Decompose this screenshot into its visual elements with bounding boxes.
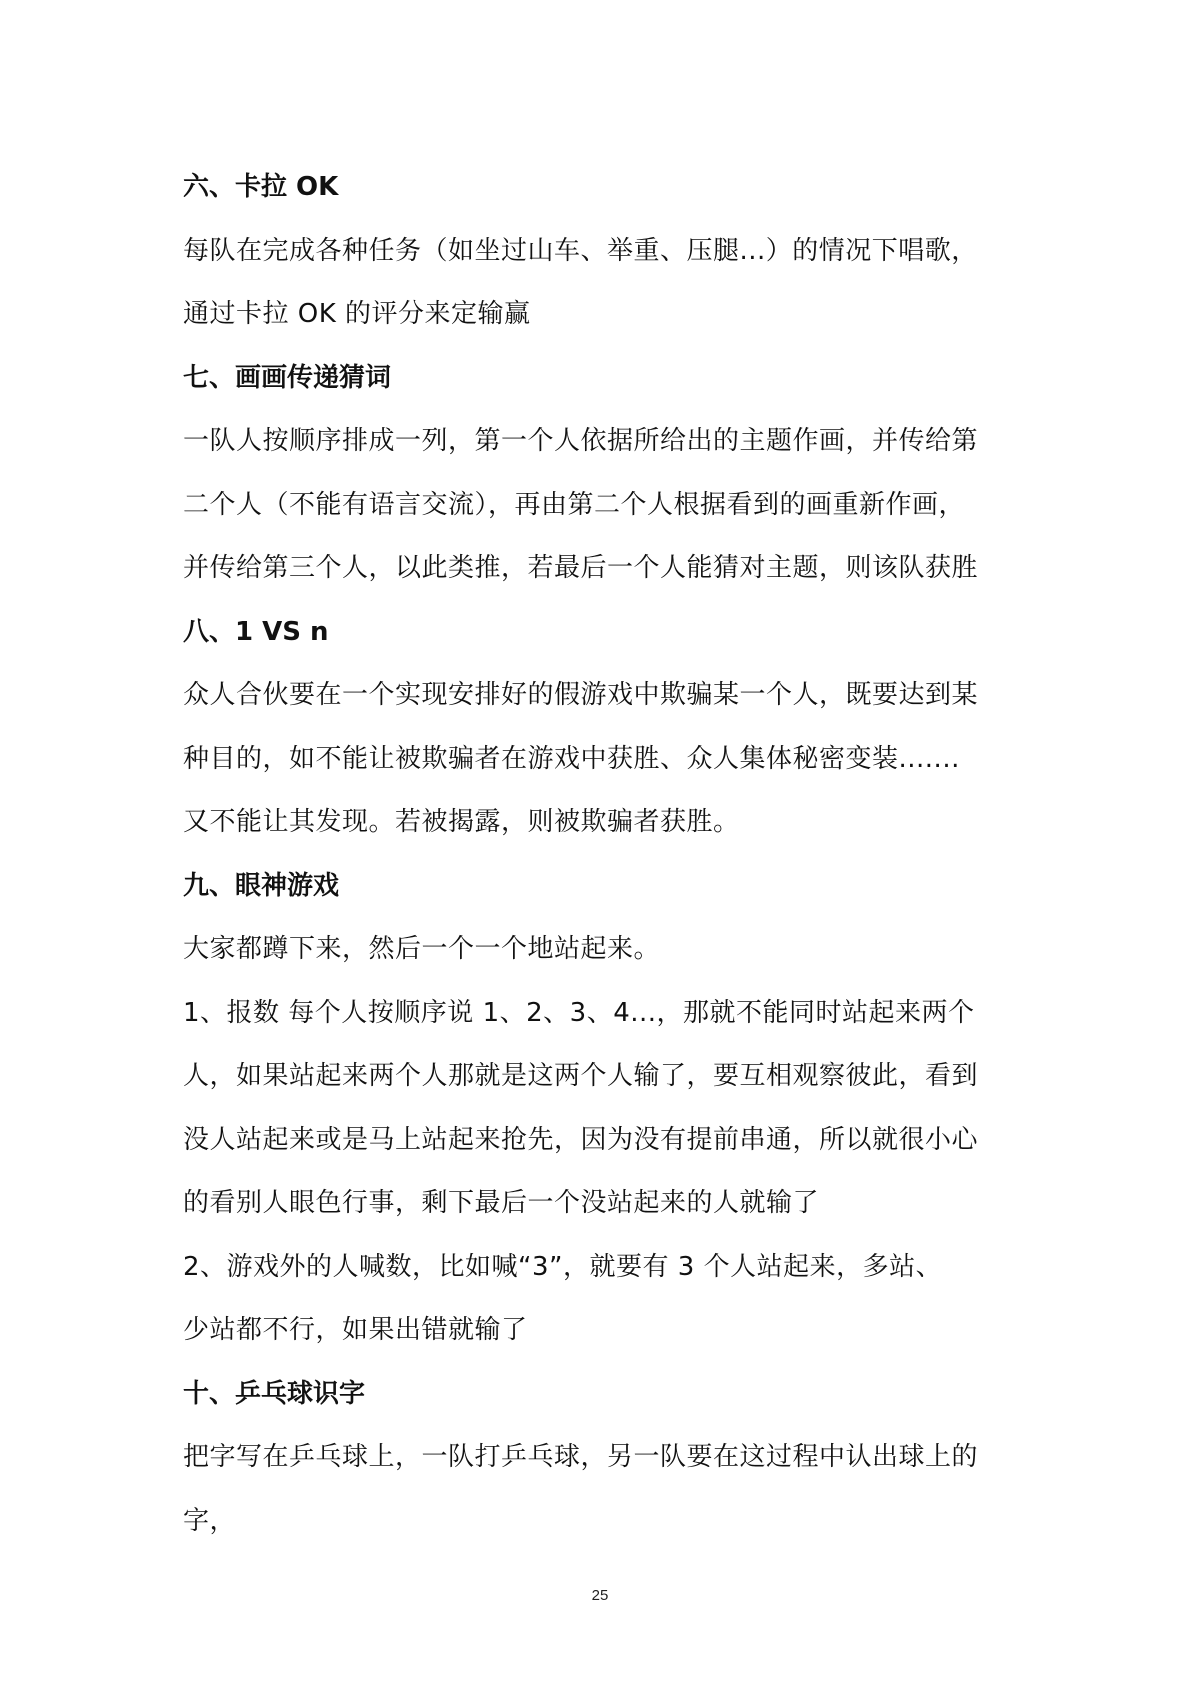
body-line: 少站都不行，如果出错就输了 bbox=[183, 1315, 528, 1345]
body-line: 字， bbox=[183, 1505, 237, 1536]
body-line: 1、报数 每个人按顺序说 1、2、3、4...，那就不能同时站起来两个 bbox=[183, 997, 975, 1028]
section-heading-karaoke: 六、卡拉 OK bbox=[183, 172, 339, 202]
body-line: 的看别人眼色行事，剩下最后一个没站起来的人就输了 bbox=[183, 1188, 820, 1218]
body-line: 没人站起来或是马上站起来抢先，因为没有提前串通，所以就很小心 bbox=[183, 1124, 979, 1155]
page-number: 25 bbox=[591, 1587, 609, 1604]
body-line: 2、游戏外的人喊数，比如喊“3”，就要有 3 个人站起来，多站、 bbox=[183, 1251, 943, 1282]
body-line: 人，如果站起来两个人那就是这两个人输了，要互相观察彼此，看到 bbox=[183, 1061, 979, 1091]
body-line: 众人合伙要在一个实现安排好的假游戏中欺骗某一个人，既要达到某 bbox=[183, 680, 979, 710]
body-line: 把字写在乒乓球上，一队打乒乓球，另一队要在这过程中认出球上的 bbox=[183, 1442, 979, 1472]
body-line: 每队在完成各种任务（如坐过山车、举重、压腿...）的情况下唱歌， bbox=[183, 235, 978, 266]
body-line: 又不能让其发现。若被揭露，则被欺骗者获胜。 bbox=[183, 807, 740, 837]
section-heading-drawing-relay: 七、画画传递猜词 bbox=[183, 362, 392, 393]
body-line: 通过卡拉 OK 的评分来定输赢 bbox=[183, 299, 531, 329]
body-line: 并传给第三个人，以此类推，若最后一个人能猜对主题，则该队获胜 bbox=[183, 553, 979, 583]
body-line: 种目的，如不能让被欺骗者在游戏中获胜、众人集体秘密变装....... bbox=[183, 743, 960, 774]
section-heading-1-vs-n: 八、1 VS n bbox=[183, 616, 329, 647]
body-line: 二个人（不能有语言交流），再由第二个人根据看到的画重新作画， bbox=[183, 489, 966, 520]
body-line: 大家都蹲下来，然后一个一个地站起来。 bbox=[183, 934, 661, 964]
section-heading-ping-pong: 十、乒乓球识字 bbox=[183, 1378, 366, 1409]
body-line: 一队人按顺序排成一列，第一个人依据所给出的主题作画，并传给第 bbox=[183, 426, 979, 456]
section-heading-eye-game: 九、眼神游戏 bbox=[183, 870, 340, 901]
